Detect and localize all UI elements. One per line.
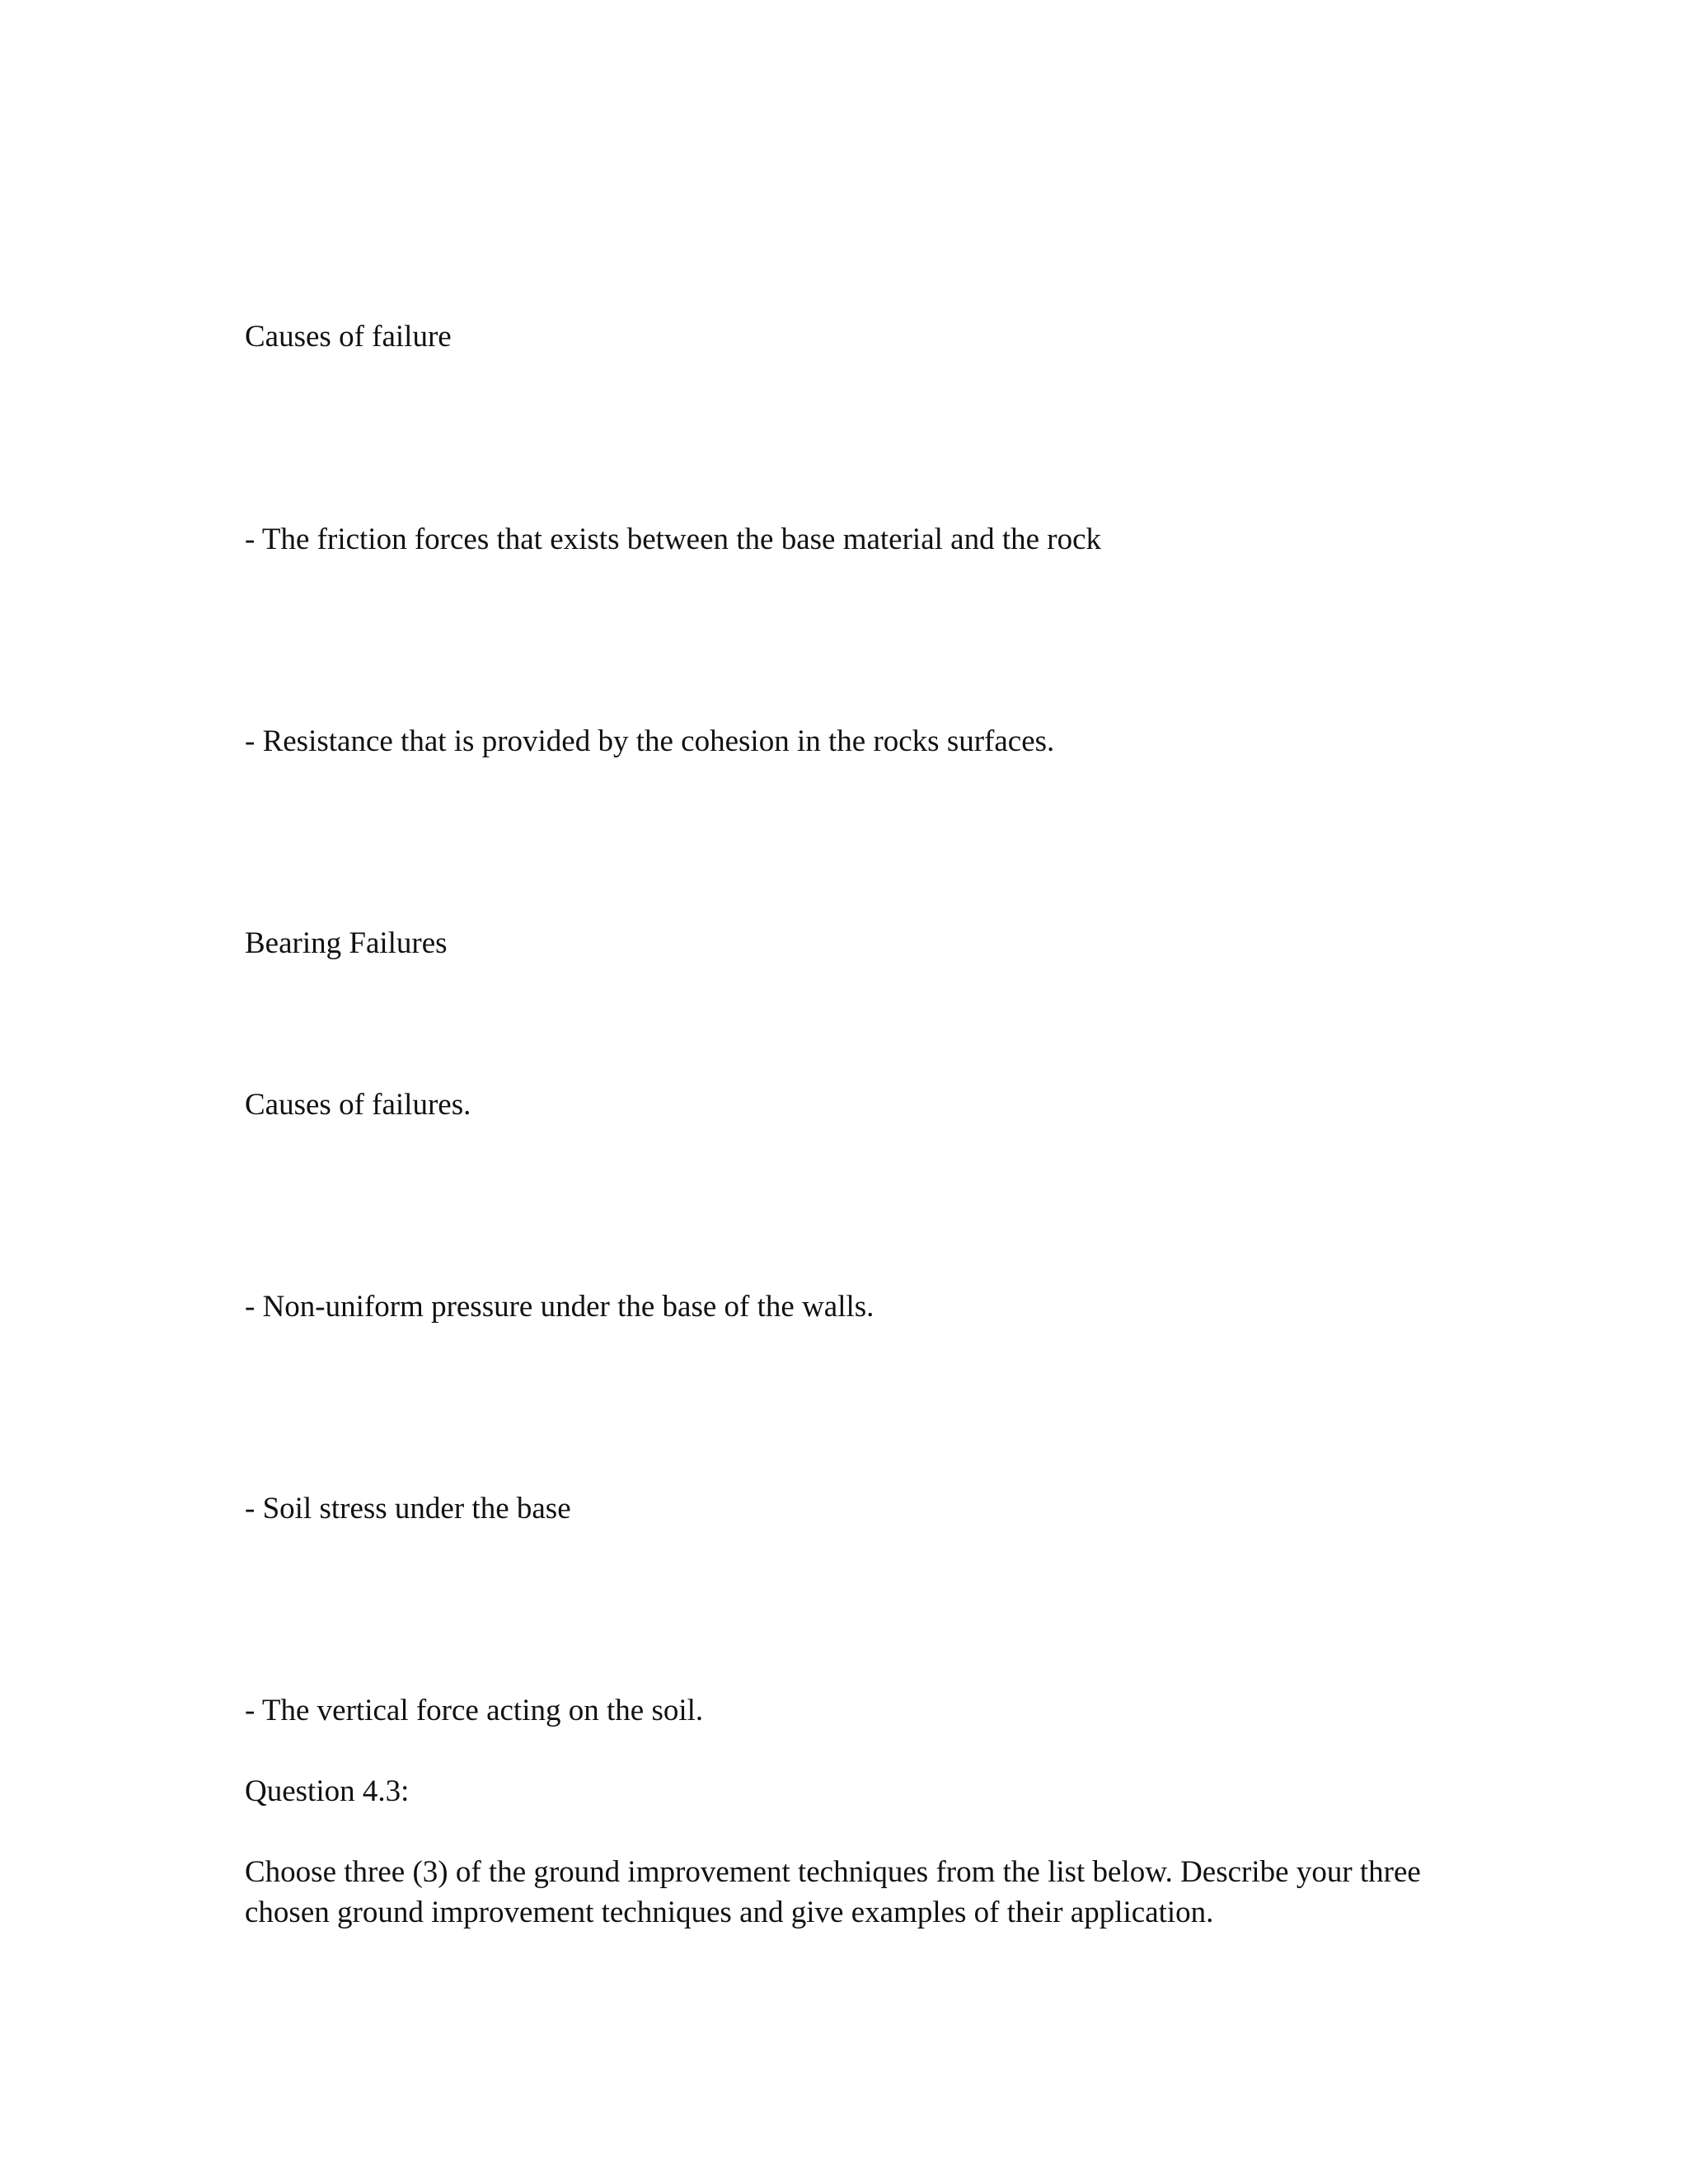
- question-text: Choose three (3) of the ground improvement techniques from the list below. Describe your three chosen ground improvement techniques and give examples of their application.: [245, 1855, 1421, 1929]
- section-heading-causes-of-failures: Causes of failures.: [245, 1088, 471, 1122]
- list-item-soil-stress: - Soil stress under the base: [245, 1492, 571, 1526]
- question-label: Question 4.3:: [245, 1774, 410, 1808]
- list-item-cohesion-resistance: - Resistance that is provided by the cohesion in the rocks surfaces.: [245, 724, 1055, 758]
- list-item-vertical-force: - The vertical force acting on the soil.: [245, 1694, 704, 1727]
- section-heading-causes-of-failure: Causes of failure: [245, 320, 452, 354]
- list-item-friction-forces: - The friction forces that exists between the base material and the rock: [245, 523, 1102, 556]
- list-item-non-uniform-pressure: - Non-uniform pressure under the base of the walls.: [245, 1290, 874, 1324]
- section-title-bearing-failures: Bearing Failures: [245, 926, 448, 960]
